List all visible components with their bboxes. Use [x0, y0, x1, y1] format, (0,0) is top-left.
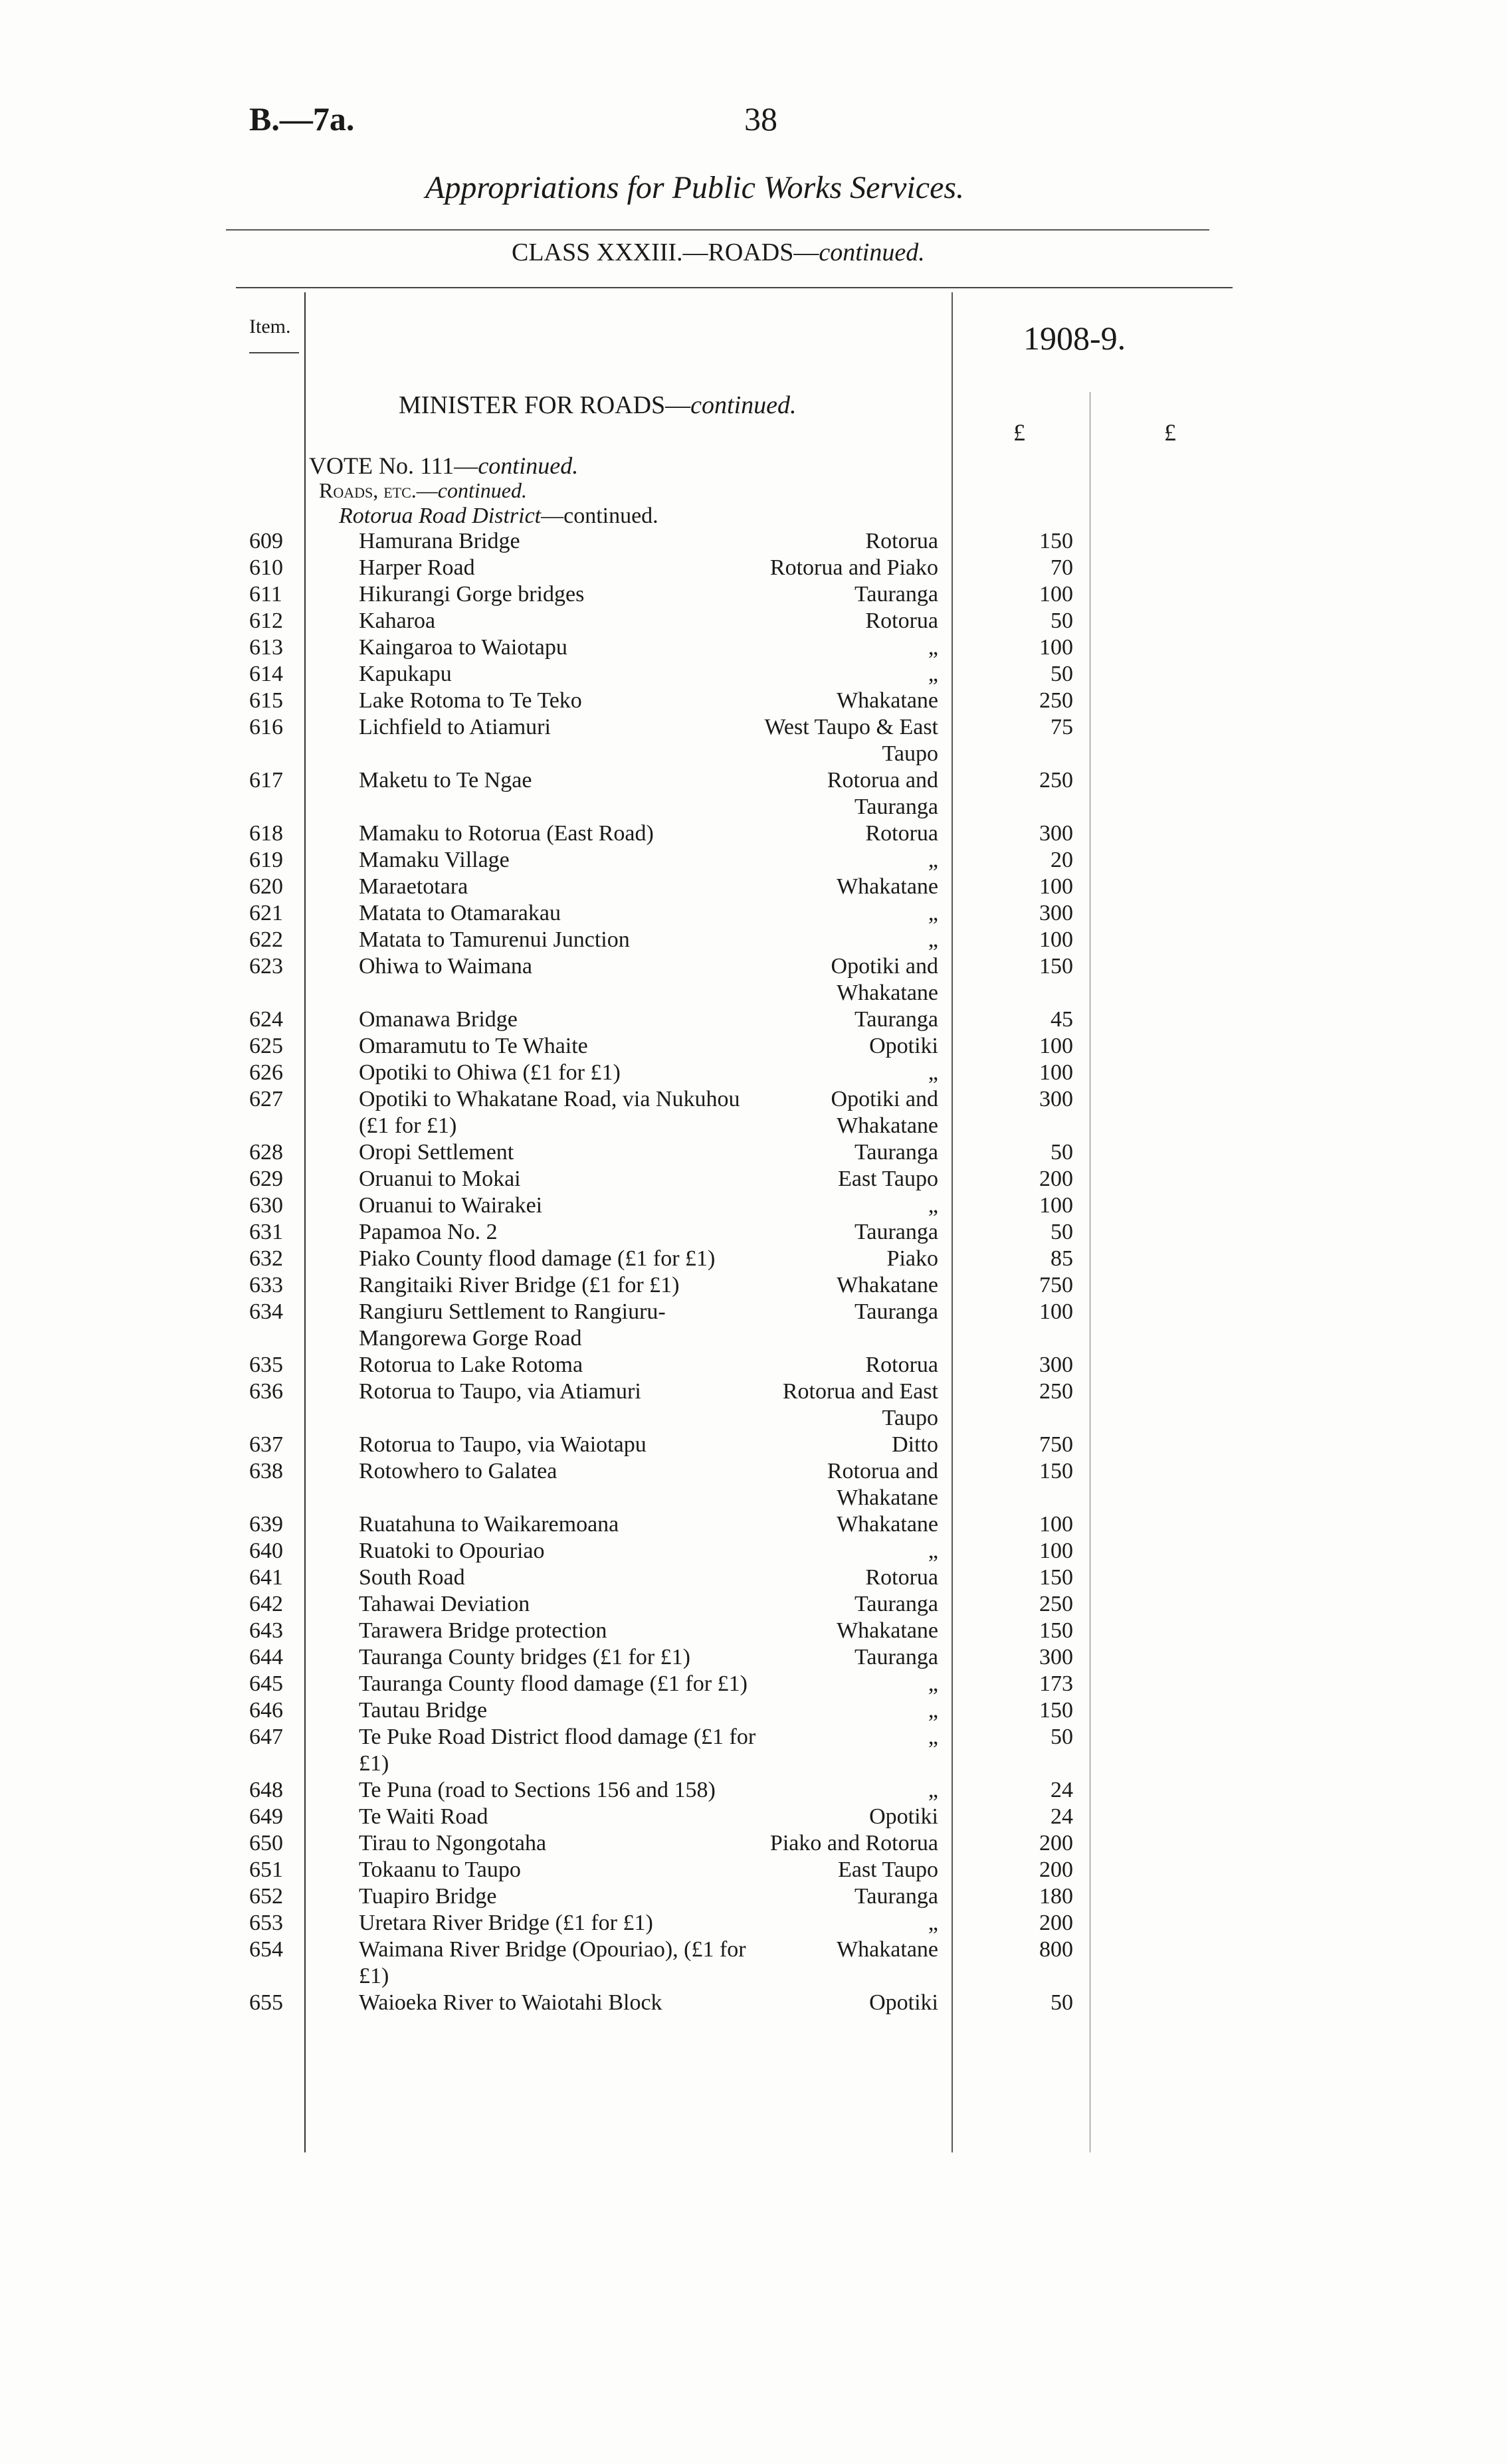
- county-location: Whakatane: [837, 874, 938, 899]
- work-name: Te Puna (road to Sections 156 and 158): [359, 1778, 716, 1802]
- county-location: Rotorua and East Taupo: [782, 1379, 938, 1430]
- amount-value: 250: [1039, 688, 1073, 713]
- work-name: Lake Rotoma to Te Teko: [359, 688, 582, 713]
- table-row: [0, 1272, 1507, 1299]
- table-row: [0, 688, 1507, 714]
- item-number: 651: [249, 1857, 283, 1882]
- county-location: „: [928, 1193, 938, 1218]
- item-number: 615: [249, 688, 283, 713]
- county-location: Whakatane: [837, 1512, 938, 1537]
- minister-suffix: continued.: [690, 391, 797, 419]
- work-name: Tarawera Bridge protection: [359, 1618, 607, 1643]
- currency-symbol-items: £: [1013, 419, 1025, 446]
- currency-symbol-total: £: [1164, 419, 1176, 446]
- amount-value: 200: [1039, 1857, 1073, 1882]
- table-row: [0, 1299, 1507, 1352]
- item-number: 621: [249, 901, 283, 925]
- county-location: Piako: [886, 1246, 938, 1271]
- amount-value: 85: [1051, 1246, 1073, 1271]
- amount-value: 100: [1039, 1299, 1073, 1324]
- item-number: 625: [249, 1034, 283, 1058]
- work-name: Mamaku to Rotorua (East Road): [359, 821, 654, 846]
- county-location: „: [928, 1060, 938, 1085]
- item-number: 642: [249, 1592, 283, 1616]
- amount-value: 150: [1039, 1459, 1073, 1483]
- county-location: Tauranga: [854, 1220, 938, 1244]
- amount-value: 50: [1051, 1140, 1073, 1165]
- item-number: 623: [249, 954, 283, 979]
- county-location: West Taupo & East Taupo: [764, 715, 938, 766]
- amount-value: 150: [1039, 1565, 1073, 1590]
- amount-value: 300: [1039, 821, 1073, 846]
- item-number: 620: [249, 874, 283, 899]
- item-number: 639: [249, 1512, 283, 1537]
- table-row: [0, 1618, 1507, 1644]
- table-row: [0, 1166, 1507, 1192]
- county-location: „: [928, 901, 938, 925]
- work-name: Oropi Settlement: [359, 1140, 514, 1165]
- table-row: [0, 1857, 1507, 1883]
- work-name: South Road: [359, 1565, 465, 1590]
- item-number: 609: [249, 529, 283, 553]
- amount-value: 50: [1051, 1725, 1073, 1749]
- amount-value: 300: [1039, 901, 1073, 925]
- work-name: Opotiki to Ohiwa (£1 for £1): [359, 1060, 621, 1085]
- item-number: 616: [249, 715, 283, 739]
- table-row: [0, 1937, 1507, 1990]
- table-row: [0, 820, 1507, 847]
- table-row: [0, 1910, 1507, 1937]
- work-name: Tauranga County bridges (£1 for £1): [359, 1645, 690, 1669]
- amount-value: 300: [1039, 1353, 1073, 1377]
- work-name: Maraetotara: [359, 874, 468, 899]
- amount-value: 100: [1039, 1193, 1073, 1218]
- county-location: „: [928, 1725, 938, 1749]
- item-number: 636: [249, 1379, 283, 1404]
- amount-value: 800: [1039, 1937, 1073, 1962]
- work-name: Tuapiro Bridge: [359, 1884, 497, 1909]
- county-location: Ditto: [892, 1432, 938, 1457]
- amount-value: 100: [1039, 1512, 1073, 1537]
- roads-heading: [319, 478, 527, 503]
- item-number: 610: [249, 555, 283, 580]
- county-location: Tauranga: [854, 1299, 938, 1324]
- year-column-header: 1908-9.: [1023, 320, 1126, 357]
- work-name: Papamoa No. 2: [359, 1220, 498, 1244]
- page-title: Appropriations for Public Works Services.: [425, 170, 965, 205]
- table-row: [0, 1724, 1507, 1777]
- work-name: Piako County flood damage (£1 for £1): [359, 1246, 716, 1271]
- item-number: 654: [249, 1937, 283, 1962]
- amount-value: 200: [1039, 1831, 1073, 1855]
- item-column-header: Item.: [249, 316, 291, 337]
- county-location: Whakatane: [837, 1618, 938, 1643]
- county-location: Rotorua: [865, 1565, 938, 1590]
- work-name: Mamaku Village: [359, 848, 510, 872]
- table-row: [0, 847, 1507, 874]
- work-name: Kaharoa: [359, 609, 436, 633]
- class-heading-text: CLASS XXXIII.—ROADS—: [512, 238, 819, 266]
- table-row: [0, 1671, 1507, 1697]
- county-location: Rotorua: [865, 529, 938, 553]
- amount-value: 100: [1039, 1034, 1073, 1058]
- item-number: 638: [249, 1459, 283, 1483]
- table-row: [0, 528, 1507, 555]
- class-heading-suffix: continued.: [819, 238, 925, 266]
- amount-value: 24: [1051, 1778, 1073, 1802]
- amount-value: 100: [1039, 635, 1073, 660]
- county-location: East Taupo: [838, 1857, 938, 1882]
- work-name: Te Waiti Road: [359, 1804, 488, 1829]
- table-row: [0, 1990, 1507, 2016]
- item-number: 626: [249, 1060, 283, 1085]
- amount-value: 150: [1039, 1698, 1073, 1723]
- item-number: 645: [249, 1671, 283, 1696]
- work-name: Ruatoki to Opouriao: [359, 1539, 545, 1563]
- table-row: [0, 767, 1507, 820]
- item-number: 652: [249, 1884, 283, 1909]
- county-location: Tauranga: [854, 1645, 938, 1669]
- item-number: 614: [249, 662, 283, 686]
- amount-value: 750: [1039, 1432, 1073, 1457]
- item-number: 637: [249, 1432, 283, 1457]
- county-location: Rotorua and Tauranga: [827, 768, 938, 819]
- item-number: 622: [249, 927, 283, 952]
- amount-value: 24: [1051, 1804, 1073, 1829]
- item-number: 643: [249, 1618, 283, 1643]
- amount-value: 50: [1051, 609, 1073, 633]
- work-name: Ruatahuna to Waikaremoana: [359, 1512, 619, 1537]
- table-row: [0, 1432, 1507, 1458]
- table-row: [0, 1139, 1507, 1166]
- county-location: Opotiki and Whakatane: [831, 954, 938, 1005]
- table-row: [0, 1883, 1507, 1910]
- work-name: Lichfield to Atiamuri: [359, 715, 551, 739]
- amount-value: 70: [1051, 555, 1073, 580]
- amount-value: 75: [1051, 715, 1073, 739]
- amount-value: 20: [1051, 848, 1073, 872]
- table-top-rule: [236, 287, 1233, 288]
- work-name: Waioeka River to Waiotahi Block: [359, 1990, 662, 2015]
- table-row: [0, 608, 1507, 634]
- work-name: Rotowhero to Galatea: [359, 1459, 557, 1483]
- county-location: Tauranga: [854, 1140, 938, 1165]
- amount-value: 50: [1051, 1990, 1073, 2015]
- county-location: „: [928, 662, 938, 686]
- county-location: Piako and Rotorua: [769, 1831, 938, 1855]
- table-row: [0, 1564, 1507, 1591]
- work-name: Opotiki to Whakatane Road, via Nukuhou (£1 for £1): [359, 1087, 740, 1138]
- district-heading: [339, 504, 658, 529]
- page-number: 38: [744, 100, 777, 138]
- county-location: Rotorua: [865, 609, 938, 633]
- county-location: „: [928, 927, 938, 952]
- amount-value: 750: [1039, 1273, 1073, 1297]
- minister-text: MINISTER FOR ROADS—: [399, 391, 691, 419]
- item-number: 612: [249, 609, 283, 633]
- item-number: 632: [249, 1246, 283, 1271]
- county-location: „: [928, 1671, 938, 1696]
- district-suffix: —continued.: [541, 504, 658, 528]
- work-name: Rotorua to Taupo, via Waiotapu: [359, 1432, 647, 1457]
- amount-value: 100: [1039, 1060, 1073, 1085]
- item-number: 631: [249, 1220, 283, 1244]
- table-row: [0, 927, 1507, 953]
- county-location: Whakatane: [837, 688, 938, 713]
- table-row: [0, 1086, 1507, 1139]
- item-number: 619: [249, 848, 283, 872]
- county-location: „: [928, 1539, 938, 1563]
- table-row: [0, 581, 1507, 608]
- district-text: Rotorua Road District: [339, 504, 542, 528]
- work-name: Harper Road: [359, 555, 475, 580]
- work-name: Rangiuru Settlement to Rangiuru-Mangorewa Gorge Road: [359, 1299, 666, 1351]
- amount-value: 150: [1039, 529, 1073, 553]
- vote-text: VOTE No. 111—: [309, 452, 478, 479]
- amount-value: 250: [1039, 1592, 1073, 1616]
- work-name: Matata to Tamurenui Junction: [359, 927, 630, 952]
- amount-value: 250: [1039, 768, 1073, 793]
- item-number: 627: [249, 1087, 283, 1111]
- item-number: 617: [249, 768, 283, 793]
- table-row: [0, 1219, 1507, 1246]
- table-row: [0, 634, 1507, 661]
- item-number: 641: [249, 1565, 283, 1590]
- work-name: Oruanui to Mokai: [359, 1167, 521, 1191]
- work-name: Hamurana Bridge: [359, 529, 520, 553]
- item-number: 649: [249, 1804, 283, 1829]
- work-name: Rangitaiki River Bridge (£1 for £1): [359, 1273, 680, 1297]
- amount-value: 50: [1051, 1220, 1073, 1244]
- table-row: [0, 661, 1507, 688]
- item-number: 618: [249, 821, 283, 846]
- item-number: 655: [249, 1990, 283, 2015]
- table-row: [0, 1804, 1507, 1830]
- amount-value: 250: [1039, 1379, 1073, 1404]
- amount-value: 180: [1039, 1884, 1073, 1909]
- table-row: [0, 1697, 1507, 1724]
- appropriation-table: [0, 528, 1507, 2016]
- work-name: Oruanui to Wairakei: [359, 1193, 543, 1218]
- amount-value: 100: [1039, 1539, 1073, 1563]
- item-number: 624: [249, 1007, 283, 1032]
- item-number: 644: [249, 1645, 283, 1669]
- county-location: Opotiki: [869, 1804, 938, 1829]
- work-name: Tokaanu to Taupo: [359, 1857, 521, 1882]
- county-location: Tauranga: [854, 582, 938, 607]
- table-row: [0, 714, 1507, 767]
- amount-value: 300: [1039, 1645, 1073, 1669]
- item-number: 634: [249, 1299, 283, 1324]
- county-location: „: [928, 1778, 938, 1802]
- table-row: [0, 555, 1507, 581]
- work-name: Tirau to Ngongotaha: [359, 1831, 547, 1855]
- work-name: Kapukapu: [359, 662, 452, 686]
- amount-value: 200: [1039, 1167, 1073, 1191]
- table-row: [0, 900, 1507, 927]
- header-rule: [226, 229, 1209, 231]
- county-location: Rotorua and Piako: [769, 555, 938, 580]
- table-row: [0, 1538, 1507, 1564]
- county-location: Opotiki: [869, 1034, 938, 1058]
- item-number: 650: [249, 1831, 283, 1855]
- county-location: Opotiki and Whakatane: [831, 1087, 938, 1138]
- item-number: 646: [249, 1698, 283, 1723]
- county-location: Rotorua: [865, 821, 938, 846]
- class-heading: [512, 238, 925, 267]
- amount-value: 100: [1039, 582, 1073, 607]
- table-row: [0, 1378, 1507, 1432]
- county-location: „: [928, 1698, 938, 1723]
- work-name: Waimana River Bridge (Opouriao), (£1 for £1): [359, 1937, 746, 1988]
- table-row: [0, 1591, 1507, 1618]
- county-location: Whakatane: [837, 1273, 938, 1297]
- table-row: [0, 1830, 1507, 1857]
- work-name: Te Puke Road District flood damage (£1 for £1): [359, 1725, 756, 1776]
- vote-heading: [309, 452, 578, 480]
- work-name: Hikurangi Gorge bridges: [359, 582, 585, 607]
- work-name: Omanawa Bridge: [359, 1007, 518, 1032]
- item-number: 635: [249, 1353, 283, 1377]
- amount-value: 100: [1039, 927, 1073, 952]
- amount-value: 200: [1039, 1911, 1073, 1935]
- work-name: Ohiwa to Waimana: [359, 954, 533, 979]
- work-name: Omaramutu to Te Whaite: [359, 1034, 588, 1058]
- item-number: 648: [249, 1778, 283, 1802]
- item-number: 647: [249, 1725, 283, 1749]
- work-name: Rotorua to Lake Rotoma: [359, 1353, 583, 1377]
- amount-value: 150: [1039, 1618, 1073, 1643]
- county-location: East Taupo: [838, 1167, 938, 1191]
- work-name: Maketu to Te Ngae: [359, 768, 532, 793]
- item-number: 629: [249, 1167, 283, 1191]
- county-location: Rotorua and Whakatane: [827, 1459, 938, 1510]
- table-row: [0, 1777, 1507, 1804]
- table-row: [0, 953, 1507, 1006]
- item-number: 611: [249, 582, 282, 607]
- amount-value: 50: [1051, 662, 1073, 686]
- county-location: Whakatane: [837, 1937, 938, 1962]
- item-number: 653: [249, 1911, 283, 1935]
- table-row: [0, 1511, 1507, 1538]
- table-row: [0, 1192, 1507, 1219]
- work-name: Rotorua to Taupo, via Atiamuri: [359, 1379, 641, 1404]
- table-row: [0, 1644, 1507, 1671]
- county-location: Tauranga: [854, 1592, 938, 1616]
- table-row: [0, 1006, 1507, 1033]
- item-number: 630: [249, 1193, 283, 1218]
- amount-value: 150: [1039, 954, 1073, 979]
- work-name: Matata to Otamarakau: [359, 901, 561, 925]
- county-location: „: [928, 635, 938, 660]
- amount-value: 300: [1039, 1087, 1073, 1111]
- work-name: Tahawai Deviation: [359, 1592, 530, 1616]
- amount-value: 45: [1051, 1007, 1073, 1032]
- county-location: Opotiki: [869, 1990, 938, 2015]
- work-name: Uretara River Bridge (£1 for £1): [359, 1911, 653, 1935]
- table-row: [0, 874, 1507, 900]
- work-name: Tautau Bridge: [359, 1698, 488, 1723]
- county-location: Tauranga: [854, 1884, 938, 1909]
- amount-value: 100: [1039, 874, 1073, 899]
- roads-text: Roads, etc.—: [319, 478, 438, 502]
- table-row: [0, 1352, 1507, 1378]
- county-location: Rotorua: [865, 1353, 938, 1377]
- item-header-rule: [249, 352, 299, 353]
- item-number: 628: [249, 1140, 283, 1165]
- work-name: Kaingaroa to Waiotapu: [359, 635, 567, 660]
- county-location: „: [928, 1911, 938, 1935]
- county-location: „: [928, 848, 938, 872]
- document-reference: B.—7a.: [249, 100, 355, 138]
- vote-suffix: continued.: [478, 452, 579, 479]
- table-row: [0, 1033, 1507, 1060]
- roads-suffix: continued.: [437, 478, 527, 502]
- table-row: [0, 1060, 1507, 1086]
- amount-value: 173: [1039, 1671, 1073, 1696]
- table-row: [0, 1246, 1507, 1272]
- item-number: 633: [249, 1273, 283, 1297]
- minister-heading: [399, 391, 797, 420]
- county-location: Tauranga: [854, 1007, 938, 1032]
- item-number: 640: [249, 1539, 283, 1563]
- table-row: [0, 1458, 1507, 1511]
- item-number: 613: [249, 635, 283, 660]
- work-name: Tauranga County flood damage (£1 for £1): [359, 1671, 748, 1696]
